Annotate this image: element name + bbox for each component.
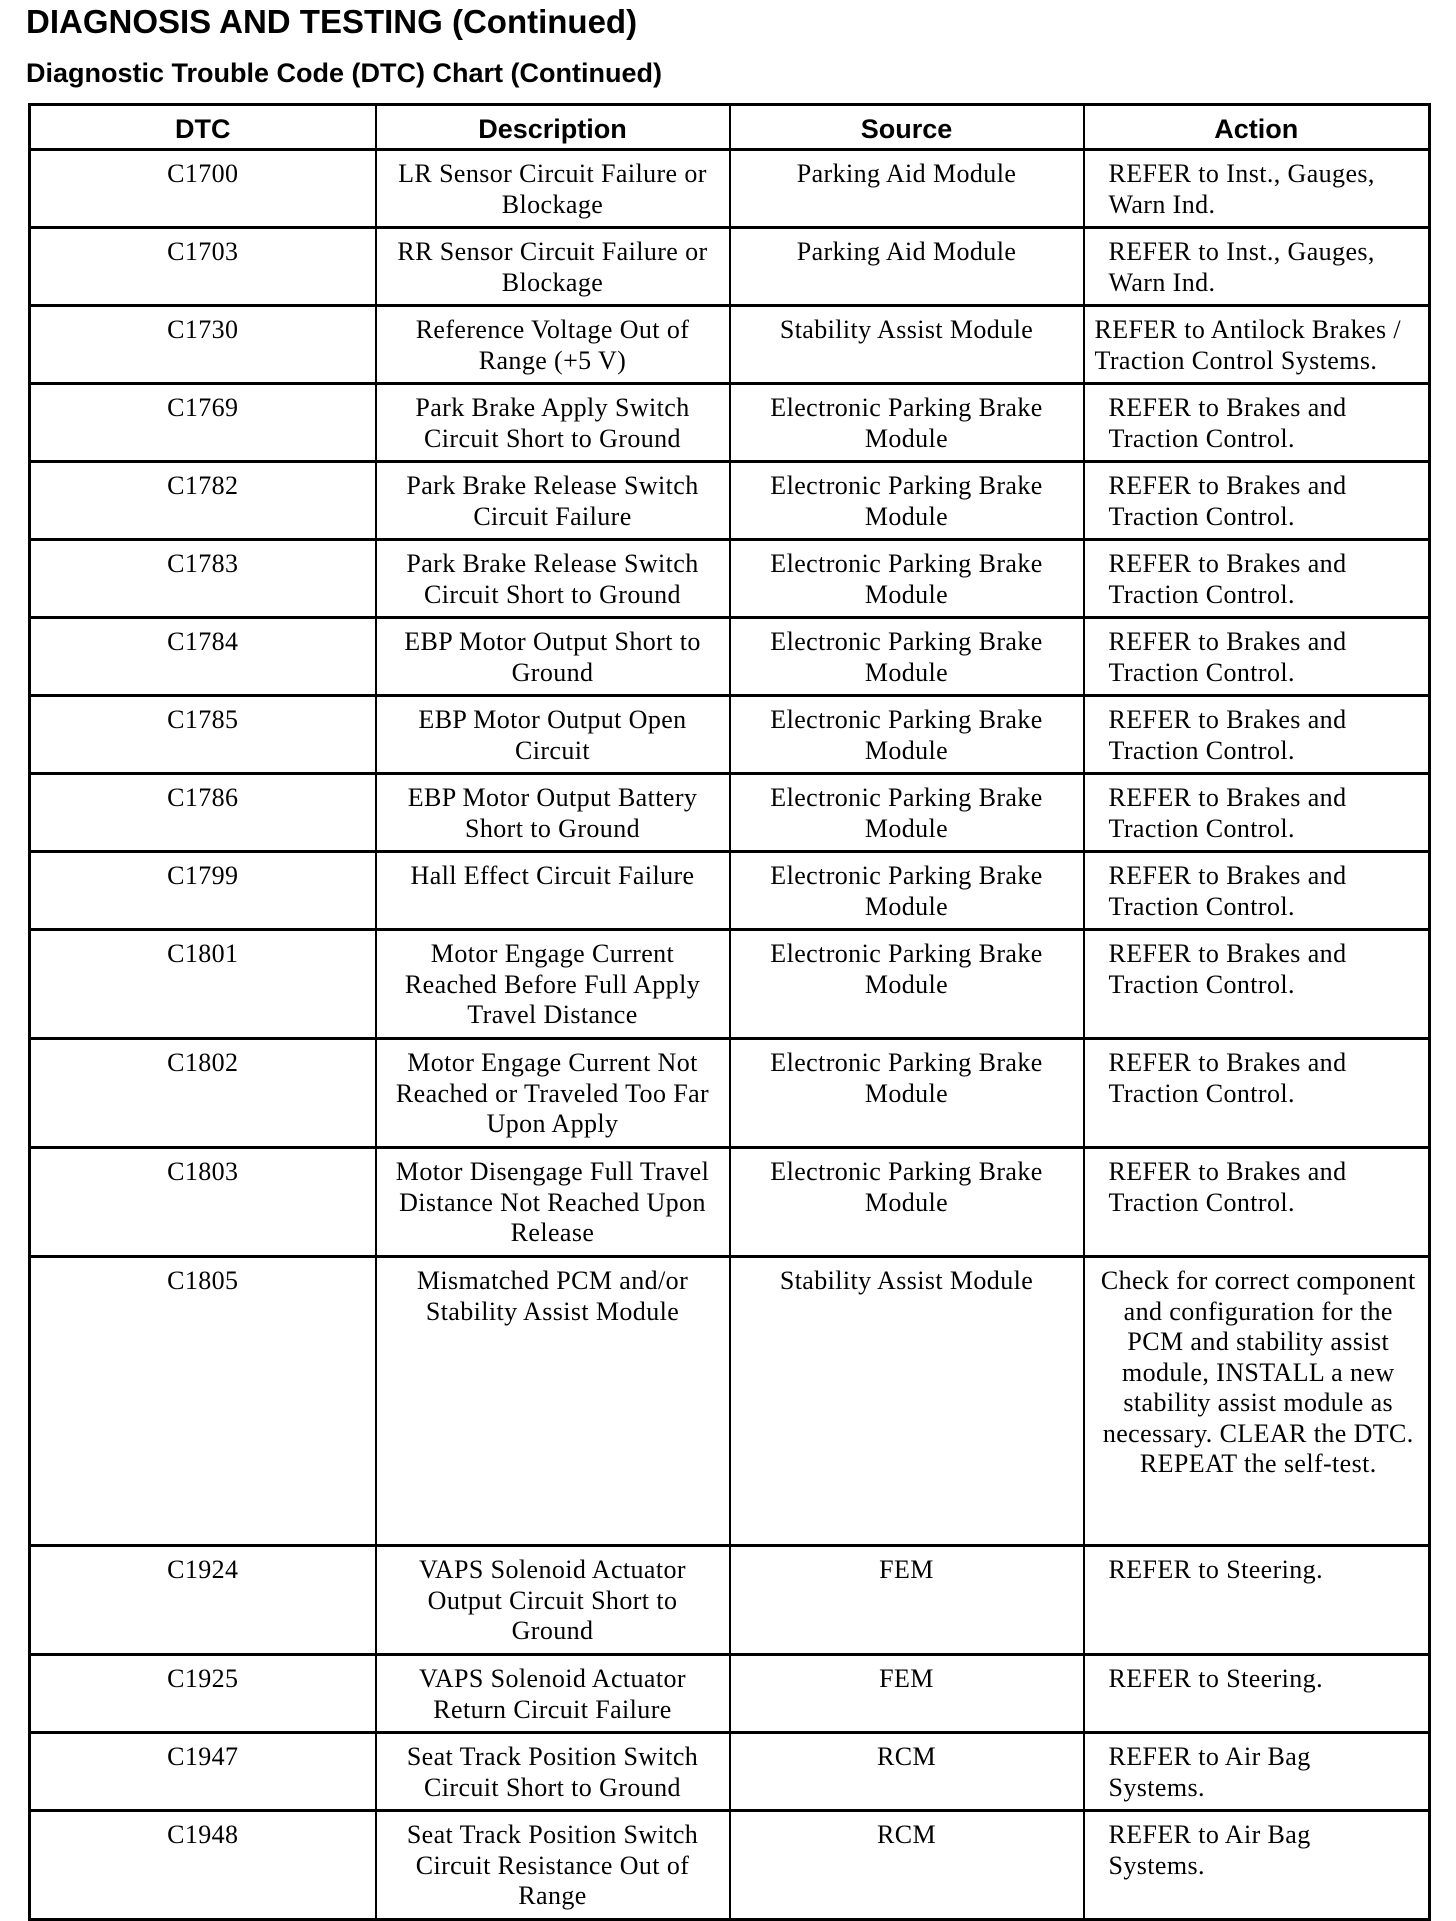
- source-cell: Stability Assist Module: [730, 306, 1084, 384]
- source-cell: FEM: [730, 1546, 1084, 1655]
- dtc-cell: C1947: [30, 1733, 376, 1811]
- table-row: [30, 1811, 1430, 1920]
- description-cell: Hall Effect Circuit Failure: [376, 852, 730, 930]
- source-cell: Electronic Parking Brake Module: [730, 696, 1084, 774]
- table-row: [30, 384, 1430, 462]
- source-cell: Electronic Parking Brake Module: [730, 852, 1084, 930]
- table-row: [30, 540, 1430, 618]
- action-cell: REFER to Air Bag Systems.: [1084, 1811, 1430, 1920]
- table-row: [30, 306, 1430, 384]
- action-cell: REFER to Brakes and Traction Control.: [1084, 540, 1430, 618]
- table-row: [30, 1257, 1430, 1546]
- table-row: [30, 1546, 1430, 1655]
- table-row: [30, 228, 1430, 306]
- action-cell: REFER to Steering.: [1084, 1546, 1430, 1655]
- action-cell: REFER to Brakes and Traction Control.: [1084, 930, 1430, 1039]
- table-row: [30, 1039, 1430, 1148]
- source-cell: Electronic Parking Brake Module: [730, 462, 1084, 540]
- description-cell: Motor Engage Current Reached Before Full Apply Travel Distance: [376, 930, 730, 1039]
- source-cell: Electronic Parking Brake Module: [730, 774, 1084, 852]
- dtc-cell: C1785: [30, 696, 376, 774]
- header-action: Action: [1084, 105, 1430, 150]
- description-cell: Seat Track Position Switch Circuit Resistance Out of Range: [376, 1811, 730, 1920]
- dtc-cell: C1784: [30, 618, 376, 696]
- source-cell: Parking Aid Module: [730, 228, 1084, 306]
- table-header-row: [30, 105, 1430, 150]
- description-cell: VAPS Solenoid Actuator Output Circuit Short to Ground: [376, 1546, 730, 1655]
- source-cell: Electronic Parking Brake Module: [730, 540, 1084, 618]
- dtc-cell: C1700: [30, 150, 376, 228]
- table-row: [30, 852, 1430, 930]
- section-title: Diagnostic Trouble Code (DTC) Chart (Continued): [26, 58, 662, 88]
- action-cell: REFER to Brakes and Traction Control.: [1084, 462, 1430, 540]
- source-cell: FEM: [730, 1655, 1084, 1733]
- dtc-cell: C1803: [30, 1148, 376, 1257]
- action-cell: REFER to Steering.: [1084, 1655, 1430, 1733]
- source-cell: Electronic Parking Brake Module: [730, 1039, 1084, 1148]
- source-cell: Electronic Parking Brake Module: [730, 618, 1084, 696]
- action-cell: REFER to Inst., Gauges, Warn Ind.: [1084, 228, 1430, 306]
- action-cell: REFER to Brakes and Traction Control.: [1084, 1039, 1430, 1148]
- table-row: [30, 1655, 1430, 1733]
- header-source: Source: [730, 105, 1084, 150]
- table-row: [30, 618, 1430, 696]
- action-cell: REFER to Inst., Gauges, Warn Ind.: [1084, 150, 1430, 228]
- description-cell: Reference Voltage Out of Range (+5 V): [376, 306, 730, 384]
- dtc-cell: C1925: [30, 1655, 376, 1733]
- description-cell: VAPS Solenoid Actuator Return Circuit Failure: [376, 1655, 730, 1733]
- description-cell: Mismatched PCM and/or Stability Assist Module: [376, 1257, 730, 1546]
- action-cell: REFER to Brakes and Traction Control.: [1084, 852, 1430, 930]
- source-cell: RCM: [730, 1733, 1084, 1811]
- source-cell: Electronic Parking Brake Module: [730, 384, 1084, 462]
- dtc-cell: C1769: [30, 384, 376, 462]
- table-row: [30, 774, 1430, 852]
- dtc-cell: C1805: [30, 1257, 376, 1546]
- description-cell: LR Sensor Circuit Failure or Blockage: [376, 150, 730, 228]
- source-cell: RCM: [730, 1811, 1084, 1920]
- description-cell: Motor Disengage Full Travel Distance Not Reached Upon Release: [376, 1148, 730, 1257]
- dtc-cell: C1703: [30, 228, 376, 306]
- dtc-cell: C1948: [30, 1811, 376, 1920]
- dtc-cell: C1802: [30, 1039, 376, 1148]
- source-cell: Stability Assist Module: [730, 1257, 1084, 1546]
- description-cell: Motor Engage Current Not Reached or Traveled Too Far Upon Apply: [376, 1039, 730, 1148]
- dtc-cell: C1801: [30, 930, 376, 1039]
- description-cell: EBP Motor Output Open Circuit: [376, 696, 730, 774]
- source-cell: Electronic Parking Brake Module: [730, 930, 1084, 1039]
- action-cell: REFER to Brakes and Traction Control.: [1084, 1148, 1430, 1257]
- description-cell: Park Brake Release Switch Circuit Failure: [376, 462, 730, 540]
- dtc-cell: C1786: [30, 774, 376, 852]
- header-dtc: DTC: [30, 105, 376, 150]
- description-cell: Park Brake Release Switch Circuit Short to Ground: [376, 540, 730, 618]
- description-cell: Seat Track Position Switch Circuit Short to Ground: [376, 1733, 730, 1811]
- dtc-cell: C1783: [30, 540, 376, 618]
- description-cell: EBP Motor Output Short to Ground: [376, 618, 730, 696]
- table-row: [30, 1733, 1430, 1811]
- table-row: [30, 696, 1430, 774]
- action-cell: Check for correct component and configuration for the PCM and stability assist module, INSTALL a new stability assist module as necessary. CLEAR the DTC. REPEAT the self-test.: [1084, 1257, 1430, 1546]
- dtc-cell: C1782: [30, 462, 376, 540]
- table-row: [30, 150, 1430, 228]
- action-cell: REFER to Brakes and Traction Control.: [1084, 384, 1430, 462]
- table-row: [30, 1148, 1430, 1257]
- action-cell: REFER to Antilock Brakes / Traction Control Systems.: [1084, 306, 1430, 384]
- page-title: DIAGNOSIS AND TESTING (Continued): [26, 3, 638, 40]
- source-cell: Parking Aid Module: [730, 150, 1084, 228]
- dtc-cell: C1924: [30, 1546, 376, 1655]
- action-cell: REFER to Brakes and Traction Control.: [1084, 618, 1430, 696]
- source-cell: Electronic Parking Brake Module: [730, 1148, 1084, 1257]
- action-cell: REFER to Air Bag Systems.: [1084, 1733, 1430, 1811]
- dtc-cell: C1730: [30, 306, 376, 384]
- header-description: Description: [376, 105, 730, 150]
- table-row: [30, 930, 1430, 1039]
- action-cell: REFER to Brakes and Traction Control.: [1084, 696, 1430, 774]
- description-cell: EBP Motor Output Battery Short to Ground: [376, 774, 730, 852]
- description-cell: Park Brake Apply Switch Circuit Short to Ground: [376, 384, 730, 462]
- dtc-cell: C1799: [30, 852, 376, 930]
- dtc-chart-table: [28, 103, 1431, 1921]
- table-row: [30, 462, 1430, 540]
- action-cell: REFER to Brakes and Traction Control.: [1084, 774, 1430, 852]
- description-cell: RR Sensor Circuit Failure or Blockage: [376, 228, 730, 306]
